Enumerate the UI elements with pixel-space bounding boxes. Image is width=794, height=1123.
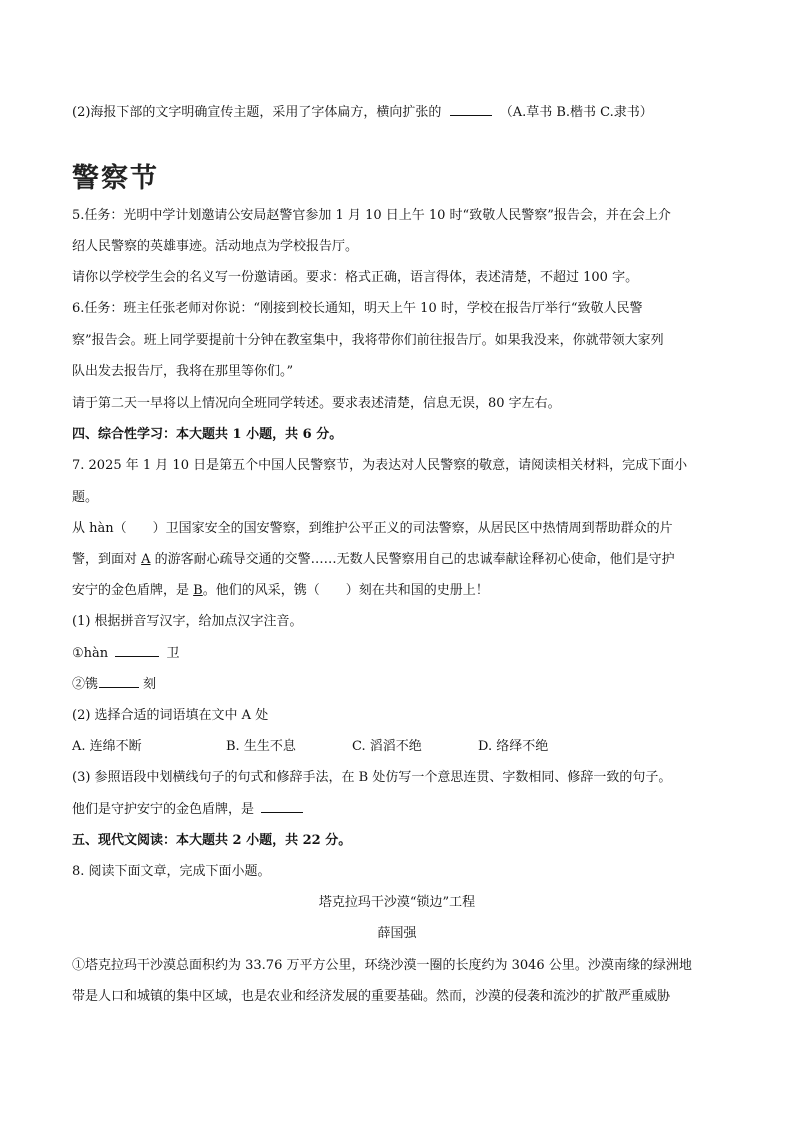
passage-text: 安宁的金色盾牌，是 <box>72 583 194 598</box>
q6-line-1: 6.任务：班主任张老师对你说：“刚接到校长通知，明天上午 10 时，学校在报告厅举行“致敬人民警 <box>72 301 643 316</box>
police-day-logo-text: 警察节 <box>72 163 159 194</box>
q7-passage-line-3 <box>72 581 722 601</box>
item-suffix: 卫 <box>166 646 180 661</box>
option-c: C. 滔滔不绝 <box>352 739 422 754</box>
option-b: B. 生生不息 <box>226 739 296 754</box>
q7-sub1-a <box>72 644 722 664</box>
q7-sub1: (1) 根据拼音写汉字，给加点汉字注音。 <box>72 614 303 629</box>
q7-sub3-answer-line <box>72 800 722 820</box>
item-label: ①hàn <box>72 646 109 661</box>
q6-line-2: 察”报告会。班上同学要提前十分钟在教室集中，我将带你们前往报告厅。如果我没来，你就带领大家列 <box>72 333 664 348</box>
answer-blank[interactable] <box>261 800 303 813</box>
item-label: ②镌 <box>72 677 99 692</box>
q4-part2-text: (2)海报下部的文字明确宣传主题，采用了字体扁方，横向扩张的 <box>72 105 442 120</box>
article-title: 塔克拉玛干沙漠“锁边”工程 <box>318 895 476 910</box>
police-day-logo-image <box>72 162 159 196</box>
option-d: D. 络绎不绝 <box>478 739 549 754</box>
q7-passage-line-2 <box>72 550 722 570</box>
answer-blank[interactable] <box>115 644 159 657</box>
blank-mark-b: B <box>193 583 203 598</box>
passage-text: 。他们的风采，镌（ ）刻在共和国的史册上！ <box>202 583 489 598</box>
q7-passage-line-1: 从 hàn（ ）卫国家安全的国安警察，到维护公平正义的司法警察，从居民区中热情周到帮助群众的片 <box>72 521 673 536</box>
q5-line-3: 请你以学校学生会的名义写一份邀请函。要求：格式正确，语言得体，表述清楚，不超过 100 字。 <box>72 270 639 285</box>
q4-part2-line <box>72 103 722 123</box>
q6-line-4: 请于第二天一早将以上情况向全班同学转述。要求表述清楚，信息无误，80 字左右。 <box>72 396 561 411</box>
answer-blank[interactable] <box>99 675 139 688</box>
answer-blank[interactable] <box>450 103 492 116</box>
passage-text: 警，到面对 <box>72 552 142 567</box>
q5-line-1: 5.任务：光明中学计划邀请公安局赵警官参加 1 月 10 日上午 10 时“致敬人民警察”报告会，并在会上介 <box>72 208 671 223</box>
q6-line-3: 队出发去报告厅，我将在那里等你们。” <box>72 364 294 379</box>
q8-intro: 8. 阅读下面文章，完成下面小题。 <box>72 864 271 879</box>
q7-sub3: (3) 参照语段中划横线句子的句式和修辞手法，在 B 处仿写一个意思连贯、字数相同、修辞一致的句子。 <box>72 770 672 785</box>
article-author: 薛国强 <box>377 926 417 941</box>
section-5-heading: 五、现代文阅读：本大题共 2 小题，共 22 分。 <box>72 833 352 848</box>
q7-intro-line-2: 题。 <box>72 490 99 505</box>
passage-text: 的游客耐心疏导交通的交警……无数人民警察用自己的忠诚奉献诠释初心使命，他们是守护 <box>150 552 675 567</box>
option-a: A. 连绵不断 <box>72 739 142 754</box>
q7-sub2: (2) 选择合适的词语填在文中 A 处 <box>72 708 269 723</box>
blank-mark-a: A <box>141 552 151 567</box>
article-para-line-2: 带是人口和城镇的集中区域，也是农业和经济发展的重要基础。然而，沙漠的侵袭和流沙的扩散严重威胁 <box>72 989 671 1004</box>
q7-sub1-b <box>72 675 722 695</box>
sentence-prefix: 他们是守护安宁的金色盾牌，是 <box>72 802 255 817</box>
item-suffix: 刻 <box>143 677 157 692</box>
q4-part2-options: （A.草书 B.楷书 C.隶书） <box>499 105 653 120</box>
article-para-line-1: ①塔克拉玛干沙漠总面积约为 33.76 万平方公里，环绕沙漠一圈的长度约为 3046 公里。沙漠南缘的绿洲地 <box>72 958 692 973</box>
q7-intro-line-1: 7. 2025 年 1 月 10 日是第五个中国人民警察节，为表达对人民警察的敬意，请阅读相关材料，完成下面小 <box>72 458 688 473</box>
q5-line-2: 绍人民警察的英雄事迹。活动地点为学校报告厅。 <box>72 239 359 254</box>
section-4-heading: 四、综合性学习：本大题共 1 小题，共 6 分。 <box>72 427 343 442</box>
